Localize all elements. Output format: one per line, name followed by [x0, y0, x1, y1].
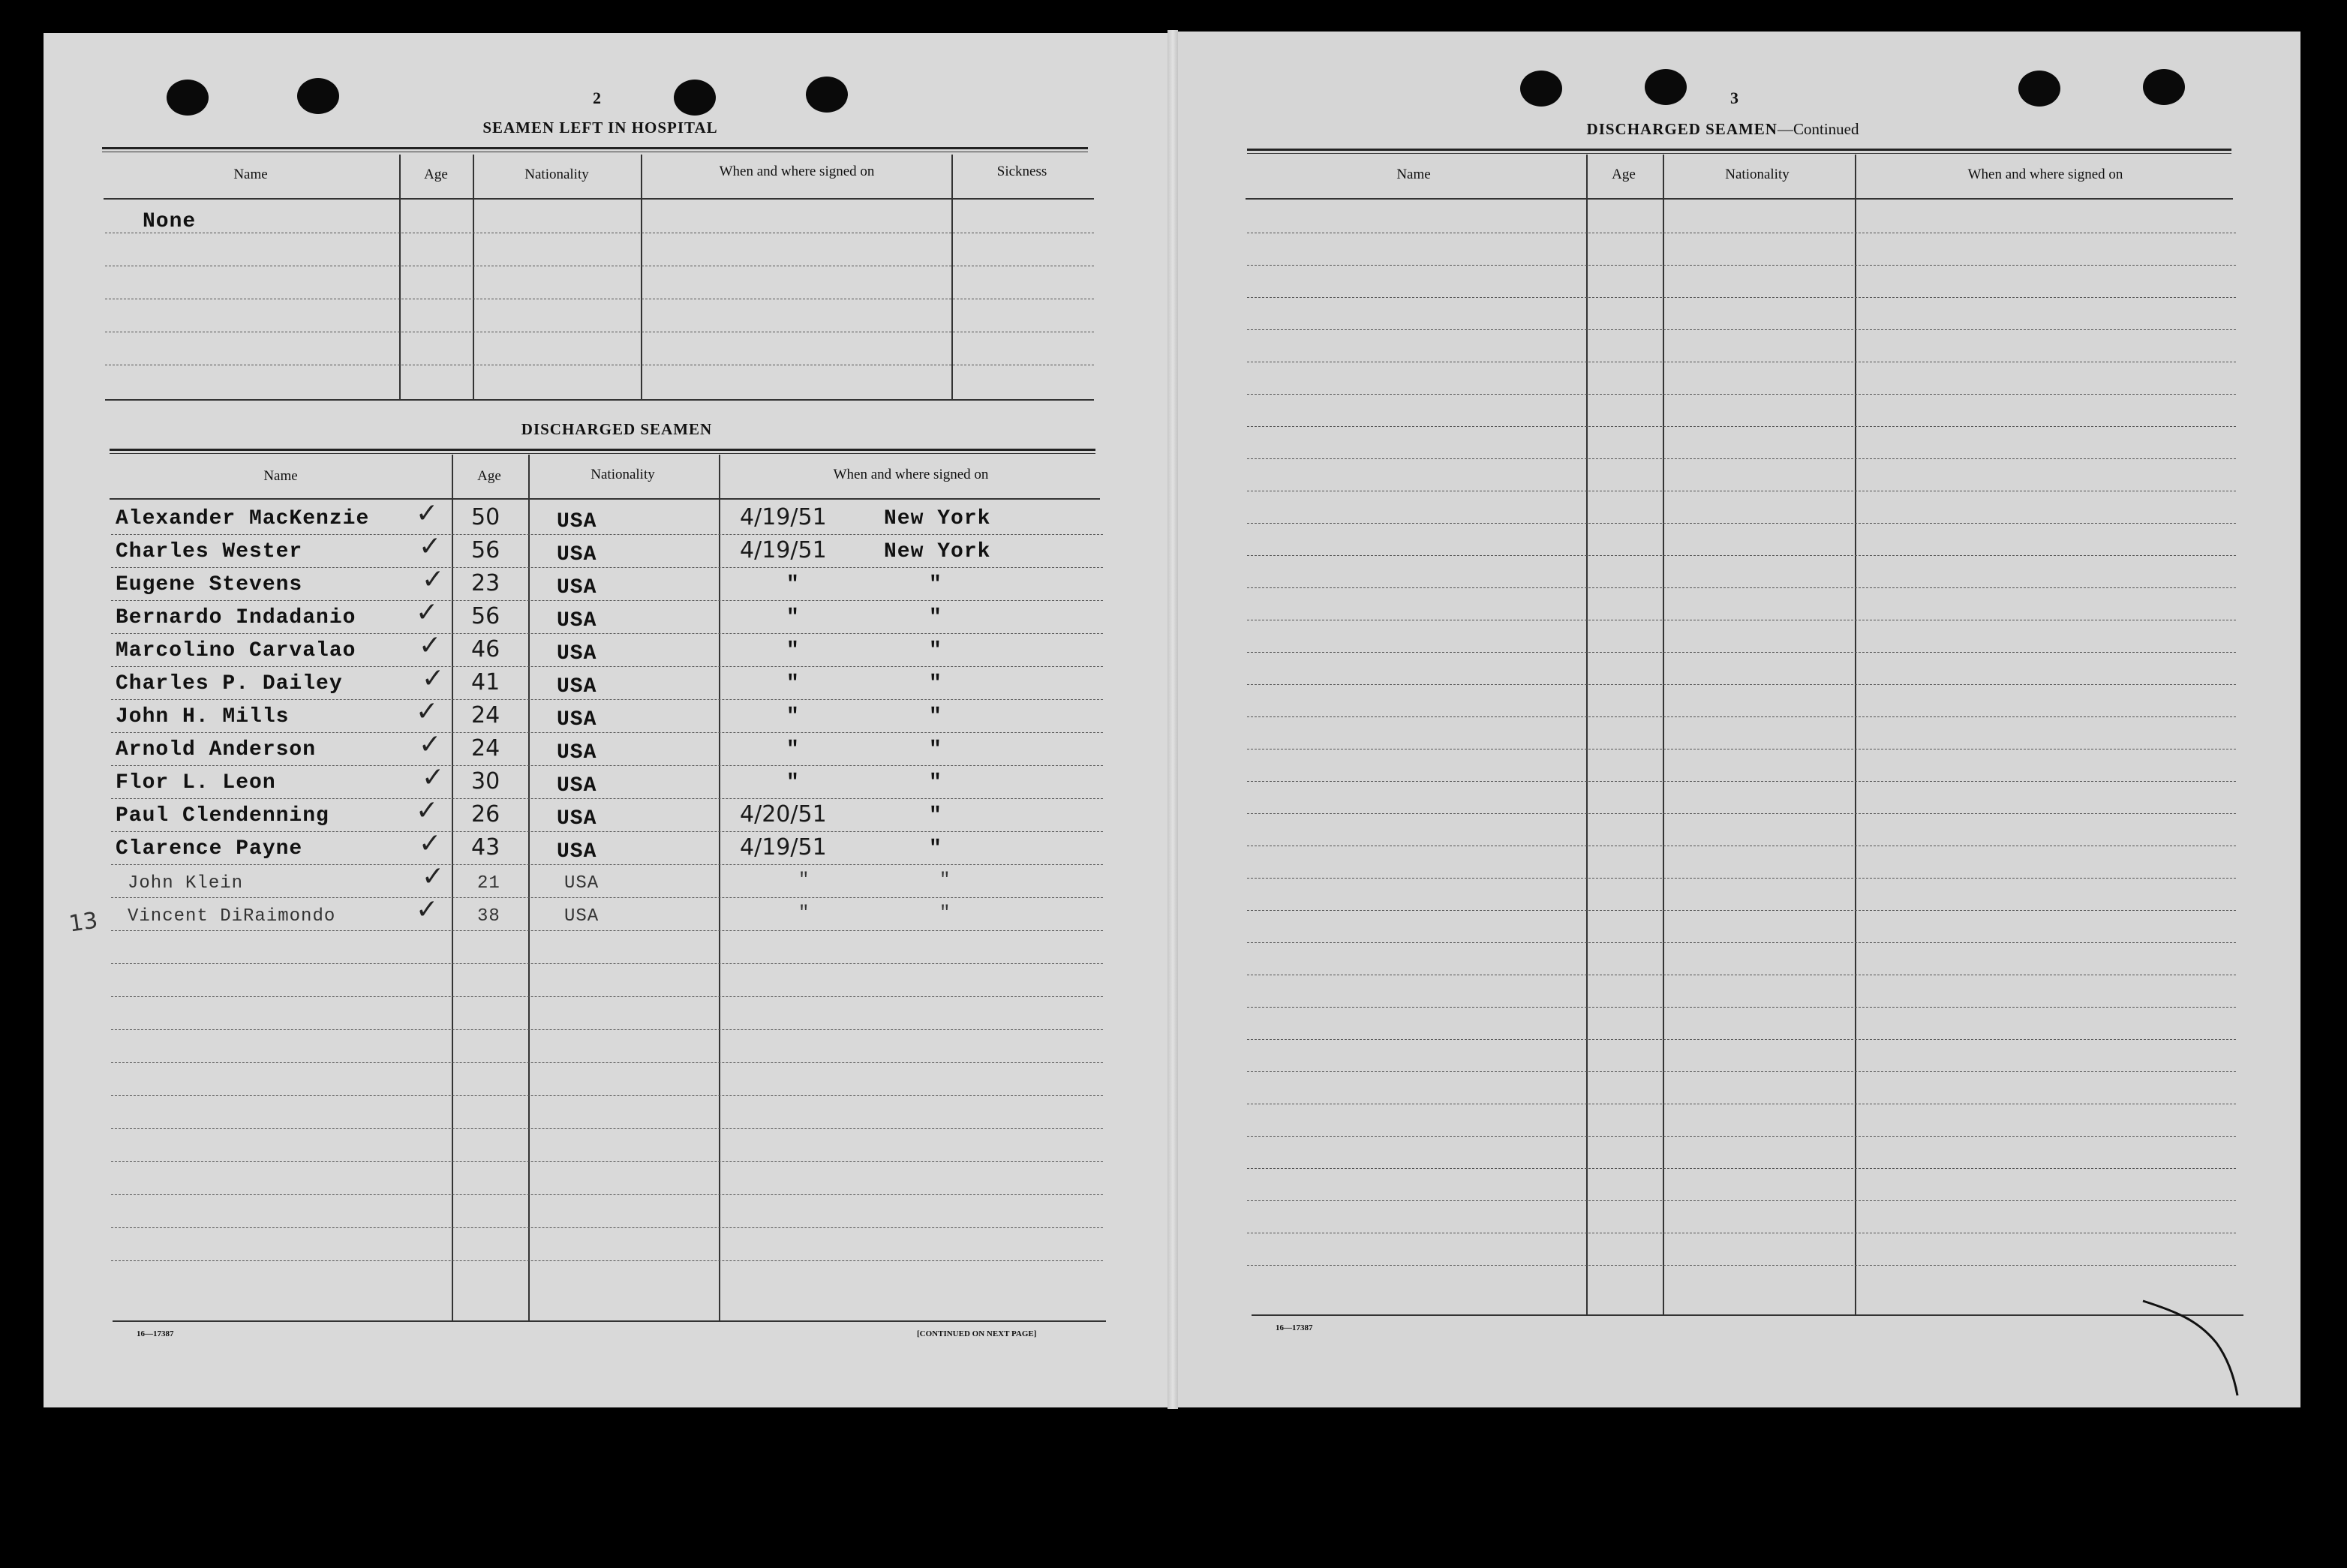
table-row-line: [111, 930, 1103, 931]
continued-note: [CONTINUED ON NEXT PAGE]: [917, 1329, 1037, 1338]
table-row-line: [1247, 297, 2236, 298]
table-row-line: [111, 897, 1103, 898]
table-row-line: [111, 1227, 1103, 1228]
right-vline: [1586, 155, 1588, 1314]
seaman-age: 21: [477, 873, 500, 894]
seaman-name: Paul Clendenning: [116, 804, 329, 828]
seaman-age: 56: [471, 537, 500, 563]
discharged-vline: [719, 455, 720, 1322]
discharged-continued-heading: [1587, 120, 1859, 139]
table-row-line: [111, 600, 1103, 601]
verification-check-mark: ✓: [416, 696, 439, 727]
verification-check-mark: ✓: [419, 630, 442, 661]
verification-check-mark: ✓: [416, 597, 439, 628]
verification-check-mark: ✓: [419, 729, 442, 760]
signed-on-date: ": [798, 903, 810, 924]
signed-on-date: ": [786, 771, 800, 795]
seaman-nationality: USA: [557, 675, 597, 698]
seaman-age: 23: [471, 570, 500, 596]
table-row-line: [1247, 587, 2236, 588]
verification-check-mark: ✓: [419, 828, 442, 859]
seaman-age: 50: [471, 504, 500, 530]
seaman-name: Marcolino Carvalao: [116, 639, 356, 662]
right-col-nationality: Nationality: [1725, 167, 1790, 182]
binder-hole: [806, 77, 848, 113]
seaman-nationality: USA: [557, 741, 597, 764]
table-row-line: [111, 633, 1103, 634]
table-row-line: [111, 864, 1103, 865]
signed-on-date: ": [786, 738, 800, 761]
page-number-right: 3: [1730, 89, 1738, 107]
hospital-top-rule: [102, 147, 1088, 149]
margin-count-note: 13: [67, 907, 100, 938]
seaman-name: Bernardo Indadanio: [116, 606, 356, 629]
signed-on-place: ": [929, 639, 942, 662]
hospital-col-age: Age: [424, 167, 448, 182]
seaman-name: Clarence Payne: [116, 837, 303, 861]
hospital-bottom-rule: [105, 399, 1094, 401]
seaman-nationality: USA: [564, 906, 600, 927]
seaman-nationality: USA: [557, 510, 597, 533]
hospital-vline: [641, 155, 642, 399]
seaman-nationality: USA: [564, 873, 600, 894]
signed-on-place: ": [929, 573, 942, 596]
signed-on-date: 4/20/51: [740, 801, 827, 828]
seaman-name: Charles P. Dailey: [116, 672, 343, 695]
seaman-name: Alexander MacKenzie: [116, 507, 370, 530]
seaman-age: 46: [471, 636, 500, 662]
seaman-name: Vincent DiRaimondo: [128, 906, 336, 927]
table-row-line: [111, 1029, 1103, 1030]
seaman-nationality: USA: [557, 708, 597, 731]
hospital-heading: SEAMEN LEFT IN HOSPITAL: [482, 119, 718, 137]
discharged-top-rule: [110, 449, 1095, 451]
signed-on-place: ": [939, 903, 951, 924]
verification-check-mark: ✓: [422, 663, 445, 694]
signed-on-date: ": [786, 639, 800, 662]
form-number-left: 16—17387: [137, 1329, 174, 1338]
binder-hole: [1520, 71, 1562, 107]
signed-on-place: ": [929, 738, 942, 761]
table-row-line: [1247, 523, 2236, 524]
discharged-vline: [452, 455, 453, 1322]
hospital-vline: [399, 155, 401, 399]
table-row-line: [111, 963, 1103, 964]
verification-check-mark: ✓: [416, 498, 439, 529]
seaman-name: John H. Mills: [116, 705, 290, 728]
hospital-vline: [951, 155, 953, 399]
signed-on-date: ": [786, 705, 800, 728]
signed-on-place: New York: [884, 540, 991, 563]
signed-on-place: New York: [884, 507, 991, 530]
table-row-line: [1247, 265, 2236, 266]
signed-on-date: ": [786, 672, 800, 695]
table-row-line: [111, 831, 1103, 832]
table-row-line: [111, 699, 1103, 700]
seaman-nationality: USA: [557, 840, 597, 864]
continued-suffix: —Continued: [1777, 120, 1859, 138]
seaman-nationality: USA: [557, 609, 597, 632]
verification-check-mark: ✓: [416, 894, 439, 925]
table-row-line: [111, 996, 1103, 997]
hospital-entry-none: None: [143, 210, 197, 233]
hospital-col-signed-on: When and where signed on: [719, 164, 875, 179]
table-row-line: [111, 666, 1103, 667]
table-row-line: [1247, 684, 2236, 685]
table-row-line: [1247, 426, 2236, 427]
seaman-age: 38: [477, 906, 500, 927]
verification-check-mark: ✓: [416, 795, 439, 826]
binder-hole: [167, 80, 209, 116]
table-row-line: [1247, 813, 2236, 814]
seaman-age: 30: [471, 768, 500, 795]
seaman-nationality: USA: [557, 543, 597, 566]
table-row-line: [1247, 1039, 2236, 1040]
table-row-line: [111, 567, 1103, 568]
signed-on-date: ": [786, 606, 800, 629]
table-row-line: [111, 765, 1103, 766]
discharged-col-name: Name: [263, 468, 298, 484]
discharged-heading: DISCHARGED SEAMEN: [521, 420, 713, 438]
table-row-line: [1247, 1136, 2236, 1137]
seaman-nationality: USA: [557, 576, 597, 599]
discharged-col-signed-on: When and where signed on: [833, 467, 989, 482]
signed-on-date: ": [798, 870, 810, 891]
table-row-line: [1247, 1200, 2236, 1201]
table-row-line: [1247, 1168, 2236, 1169]
signed-on-date: ": [786, 573, 800, 596]
seaman-age: 24: [471, 702, 500, 728]
verification-check-mark: ✓: [419, 531, 442, 562]
table-row-line: [1247, 652, 2236, 653]
right-vline: [1855, 155, 1856, 1314]
signed-on-place: ": [939, 870, 951, 891]
right-vline: [1663, 155, 1664, 1314]
signed-on-place: ": [929, 837, 942, 861]
seaman-age: 56: [471, 603, 500, 629]
signed-on-place: ": [929, 804, 942, 828]
table-row-line: [1247, 1071, 2236, 1072]
hospital-col-sickness: Sickness: [996, 164, 1047, 179]
right-col-age: Age: [1612, 167, 1636, 182]
seaman-name: John Klein: [128, 873, 244, 894]
table-row-line: [1247, 910, 2236, 911]
verification-check-mark: ✓: [422, 762, 445, 793]
signed-on-place: ": [929, 672, 942, 695]
hospital-col-nationality: Nationality: [524, 167, 589, 182]
seaman-nationality: USA: [557, 807, 597, 831]
right-col-name: Name: [1396, 167, 1431, 182]
seaman-nationality: USA: [557, 774, 597, 798]
table-row-line: [1247, 329, 2236, 330]
table-row-line: [1247, 781, 2236, 782]
table-row-line: [111, 1062, 1103, 1063]
table-row-line: [1247, 1265, 2236, 1266]
hospital-vline: [473, 155, 474, 399]
table-row-line: [111, 1194, 1103, 1195]
table-row-line: [1247, 716, 2236, 717]
discharged-col-nationality: Nationality: [591, 467, 655, 482]
table-row-line: [111, 732, 1103, 733]
seaman-age: 41: [471, 669, 500, 695]
seaman-nationality: USA: [557, 642, 597, 665]
seaman-name: Charles Wester: [116, 540, 303, 563]
discharged-col-age: Age: [477, 468, 501, 484]
right-header-rule: [1246, 198, 2233, 200]
right-top-rule: [1247, 149, 2231, 151]
signed-on-place: ": [929, 705, 942, 728]
binder-hole: [1645, 69, 1687, 105]
signed-on-date: 4/19/51: [740, 504, 827, 530]
form-number-right: 16—17387: [1276, 1323, 1313, 1332]
table-row-line: [1247, 942, 2236, 943]
discharged-continued-title: DISCHARGED SEAMEN: [1586, 120, 1778, 138]
binder-hole: [297, 78, 339, 114]
signed-on-place: ": [929, 606, 942, 629]
seaman-name: Eugene Stevens: [116, 573, 303, 596]
seaman-name: Arnold Anderson: [116, 738, 317, 761]
table-row-line: [111, 1128, 1103, 1129]
table-row-line: [111, 1161, 1103, 1162]
signed-on-date: 4/19/51: [740, 834, 827, 861]
verification-check-mark: ✓: [422, 861, 445, 892]
table-row-line: [1247, 555, 2236, 556]
hospital-header-rule: [104, 198, 1094, 200]
pen-stroke: [2138, 1290, 2243, 1403]
binder-hole: [2143, 69, 2185, 105]
right-col-signed-on: When and where signed on: [1967, 167, 2123, 182]
table-row-line: [111, 1260, 1103, 1261]
table-row-line: [111, 1095, 1103, 1096]
signed-on-place: ": [929, 771, 942, 795]
page-number-left: 2: [593, 89, 601, 107]
discharged-bottom-rule: [113, 1320, 1106, 1322]
verification-check-mark: ✓: [422, 564, 445, 595]
seaman-age: 43: [471, 834, 500, 861]
seaman-name: Flor L. Leon: [116, 771, 276, 795]
table-row-line: [1247, 458, 2236, 459]
binder-hole: [2018, 71, 2060, 107]
discharged-header-rule: [110, 498, 1100, 500]
signed-on-date: 4/19/51: [740, 537, 827, 563]
table-row-line: [111, 798, 1103, 799]
right-bottom-rule: [1252, 1314, 2243, 1316]
seaman-age: 26: [471, 801, 500, 828]
table-row-line: [111, 534, 1103, 535]
hospital-col-name: Name: [233, 167, 268, 182]
table-row-line: [1247, 394, 2236, 395]
page-fold: [1167, 30, 1178, 1409]
seaman-age: 24: [471, 735, 500, 761]
binder-hole: [674, 80, 716, 116]
table-row-line: [1247, 878, 2236, 879]
discharged-vline: [528, 455, 530, 1322]
table-row-line: [1247, 1007, 2236, 1008]
